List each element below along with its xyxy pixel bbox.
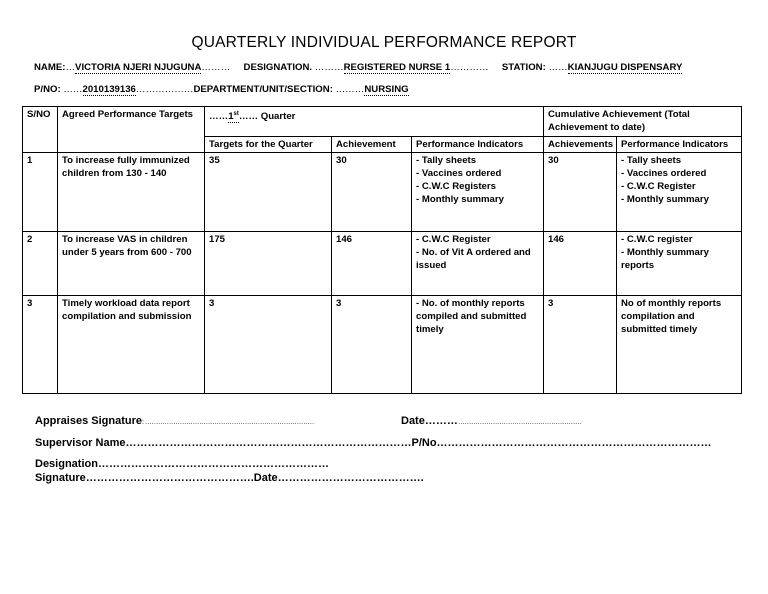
row-cum-achievement: 146 — [544, 232, 617, 296]
supervisor-name-label: Supervisor Name — [35, 437, 126, 449]
designation-line: Designation……………………………………………………… — [35, 458, 329, 470]
sub-indicators-header: Performance Indicators — [412, 137, 544, 153]
indicator-item: - C.W.C Register — [621, 181, 696, 192]
name-label: NAME: — [34, 62, 66, 73]
pno-value: 2010139136 — [82, 84, 136, 95]
indicator-item: - No. of Vit A ordered and issued — [416, 247, 531, 271]
row-cum-achievement: 3 — [544, 296, 617, 394]
row-cum-achievement: 30 — [544, 153, 617, 232]
row-target: Timely workload data report compilation and submission — [58, 296, 205, 394]
col-targets-header: Agreed Performance Targets — [58, 107, 205, 153]
indicator-item: - Monthly summary — [416, 194, 504, 205]
signature-date-label: Date — [253, 472, 278, 484]
designation-value: REGISTERED NURSE 1 — [343, 62, 451, 73]
sub-cum-indicators-header: Performance Indicators — [617, 137, 742, 153]
indicator-item: No of monthly reports compilation and submitted timely — [621, 298, 722, 335]
row-achievement: 146 — [332, 232, 412, 296]
quarter-label: Quarter — [260, 111, 296, 123]
header-row-1: NAME:…VICTORIA NJERI NJUGUNA……… DESIGNATION. ………REGISTERED NURSE 1………… STATION: ……KIANJUGU DISPENSARY — [34, 62, 683, 73]
row-target: To increase VAS in children under 5 years from 600 - 700 — [58, 232, 205, 296]
indicator-item: - Monthly summary — [621, 194, 709, 205]
name-value: VICTORIA NJERI NJUGUNA — [75, 62, 202, 73]
indicator-item: - C.W.C Register — [416, 234, 491, 245]
row-target: To increase fully immunized children from 130 - 140 — [58, 153, 205, 232]
indicator-item: - No. of monthly reports compiled and submitted timely — [416, 298, 527, 335]
signature-line: Signature……………………………………….Date…………………………………. — [35, 472, 424, 484]
table-row — [23, 153, 742, 232]
station-label: STATION: — [501, 62, 546, 73]
quarter-number: 1 — [228, 111, 234, 123]
performance-table — [22, 106, 742, 394]
sub-achievement-header: Achievement — [332, 137, 412, 153]
header-row-2: P/NO: ……2010139136………………DEPARTMENT/UNIT/SECTION: ………NURSING — [34, 84, 409, 95]
row-achievement: 30 — [332, 153, 412, 232]
supervisor-line: Supervisor Name……………………………………………………………………P/No………………………………………………………………… — [35, 437, 712, 449]
indicator-item: - Tally sheets — [416, 155, 477, 166]
appraisee-signature-line: Appraises Signature: …………………………………………………………………… Date………………………………………………………… — [35, 415, 582, 427]
quarter-header: ……1st…… Quarter — [205, 107, 544, 137]
table-header-row — [23, 107, 742, 137]
row-indicators — [412, 232, 544, 296]
table-row — [23, 296, 742, 394]
row-indicators — [412, 153, 544, 232]
row-sno: 3 — [23, 296, 58, 394]
row-quarter-target: 3 — [205, 296, 332, 394]
indicator-item: - Vaccines ordered — [621, 168, 707, 179]
row-sno: 1 — [23, 153, 58, 232]
date-label: Date — [401, 415, 425, 427]
department-value: NURSING — [364, 84, 409, 95]
signature-label: Signature — [35, 472, 86, 484]
indicator-item: - C.W.C register — [621, 234, 693, 245]
station-value: KIANJUGU DISPENSARY — [567, 62, 683, 73]
report-title: QUARTERLY INDIVIDUAL PERFORMANCE REPORT — [191, 34, 577, 51]
row-quarter-target: 35 — [205, 153, 332, 232]
row-achievement: 3 — [332, 296, 412, 394]
row-cum-indicators — [617, 153, 742, 232]
indicator-item: - Monthly summary reports — [621, 247, 709, 271]
row-indicators — [412, 296, 544, 394]
table-row — [23, 232, 742, 296]
row-sno: 2 — [23, 232, 58, 296]
department-label: DEPARTMENT/UNIT/SECTION: — [193, 84, 333, 95]
indicator-item: - Vaccines ordered — [416, 168, 502, 179]
pno-footer-label: P/No — [411, 437, 437, 449]
designation-footer-label: Designation — [35, 458, 98, 470]
row-cum-indicators — [617, 296, 742, 394]
indicator-item: - Tally sheets — [621, 155, 682, 166]
cumulative-header: Cumulative Achievement (Total Achievement to date) — [544, 107, 742, 137]
indicator-item: - C.W.C Registers — [416, 181, 496, 192]
quarter-suffix: st — [233, 111, 239, 117]
row-cum-indicators — [617, 232, 742, 296]
pno-label: P/NO: — [34, 84, 61, 95]
appraisee-signature-label: Appraises Signature — [35, 415, 142, 427]
sub-targets-header: Targets for the Quarter — [205, 137, 332, 153]
row-quarter-target: 175 — [205, 232, 332, 296]
designation-label: DESIGNATION. — [243, 62, 313, 73]
sub-cum-achievements-header: Achievements — [544, 137, 617, 153]
col-sno-header: S/NO — [23, 107, 58, 153]
